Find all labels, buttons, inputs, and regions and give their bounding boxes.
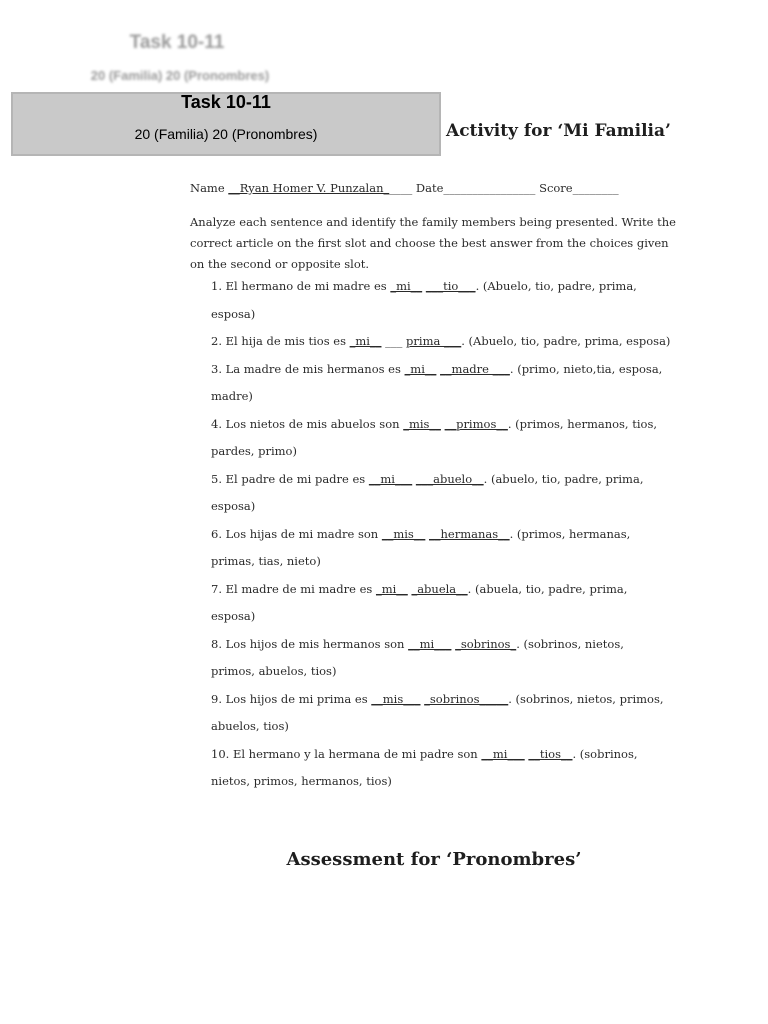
answer-family-member: ___tio___ — [425, 279, 476, 293]
answer-article: __mis___ — [371, 691, 421, 706]
question-item: 9. Los hijos de mi prima es __mis___ _sobrinos_____. (sobrinos, nietos, primos, abuelos, tios) — [211, 691, 664, 733]
date-score-blanks: ____ Date________________ Score________ — [389, 181, 619, 195]
ghost-task-subtitle: 20 (Familia) 20 (Pronombres) — [90, 68, 270, 83]
student-name: __Ryan Homer V. Punzalan_ — [228, 181, 390, 195]
answer-family-member: _sobrinos_ — [455, 636, 517, 651]
task-subtitle: 20 (Familia) 20 (Pronombres) — [134, 126, 318, 142]
activity-heading: Activity for ‘Mi Familia’ — [446, 121, 671, 141]
question-item: 2. El hija de mis tios es _mi__ ___ prima ___. (Abuelo, tio, padre, prima, esposa) — [211, 334, 671, 348]
question-item: 8. Los hijos de mis hermanos son __mi___ _sobrinos_. (sobrinos, nietos, primos, abuelos, tios) — [211, 636, 624, 678]
answer-article: __mi___ — [481, 746, 525, 761]
answer-family-member: ___abuelo__ — [415, 471, 484, 486]
answer-family-member: __primos__ — [444, 416, 508, 431]
question-item: 4. Los nietos de mis abuelos son _mis__ __primos__. (primos, hermanos, tios, pardes, primo) — [211, 416, 658, 458]
answer-article: _mi__ — [349, 334, 382, 348]
answer-article: __mi___ — [408, 636, 452, 651]
answer-article: __mis__ — [381, 526, 426, 541]
answer-family-member: prima ___ — [406, 334, 462, 348]
ghost-task-title: Task 10-11 — [129, 32, 225, 53]
answer-article: _mis__ — [403, 416, 441, 431]
question-item: 6. Los hijas de mi madre son __mis__ __hermanas__. (primos, hermanas, primas, tias, nieto) — [211, 526, 631, 568]
question-item: 5. El padre de mi padre es __mi___ ___abuelo__. (abuelo, tio, padre, prima, esposa) — [211, 471, 644, 513]
answer-family-member: _sobrinos_____ — [424, 691, 509, 706]
name-label: Name — [190, 181, 229, 195]
question-item: 10. El hermano y la hermana de mi padre son __mi___ __tios__. (sobrinos, nietos, primos, hermanos, tios) — [211, 746, 638, 788]
instructions: Analyze each sentence and identify the family members being presented. Write the correct article on the first slot and choose the best answer from the choices given on the second or opposite slot. — [190, 215, 676, 271]
answer-article: _mi__ — [375, 581, 408, 596]
answer-family-member: __madre ___ — [440, 361, 510, 376]
question-item: 1. El hermano de mi madre es _mi__ ___tio___. (Abuelo, tio, padre, prima, esposa) — [211, 279, 637, 321]
answer-article: _mi__ — [404, 361, 437, 376]
answer-article: __mi___ — [368, 471, 413, 486]
answer-family-member: __hermanas__ — [428, 526, 510, 541]
question-item: 3. La madre de mis hermanos es _mi__ __madre ___. (primo, nieto,tia, esposa, madre) — [211, 361, 663, 403]
answer-article: _mi__ — [390, 279, 423, 293]
task-box — [11, 92, 441, 156]
task-title: Task 10-11 — [181, 92, 271, 112]
name-date-score-line — [190, 181, 619, 195]
answer-family-member: __tios__ — [528, 746, 573, 761]
answer-family-member: _abuela__ — [411, 581, 468, 596]
question-item: 7. El madre de mi madre es _mi__ _abuela__. (abuela, tio, padre, prima, esposa) — [211, 581, 628, 623]
assessment-heading: Assessment for ‘Pronombres’ — [286, 849, 582, 870]
question-list — [211, 273, 671, 796]
